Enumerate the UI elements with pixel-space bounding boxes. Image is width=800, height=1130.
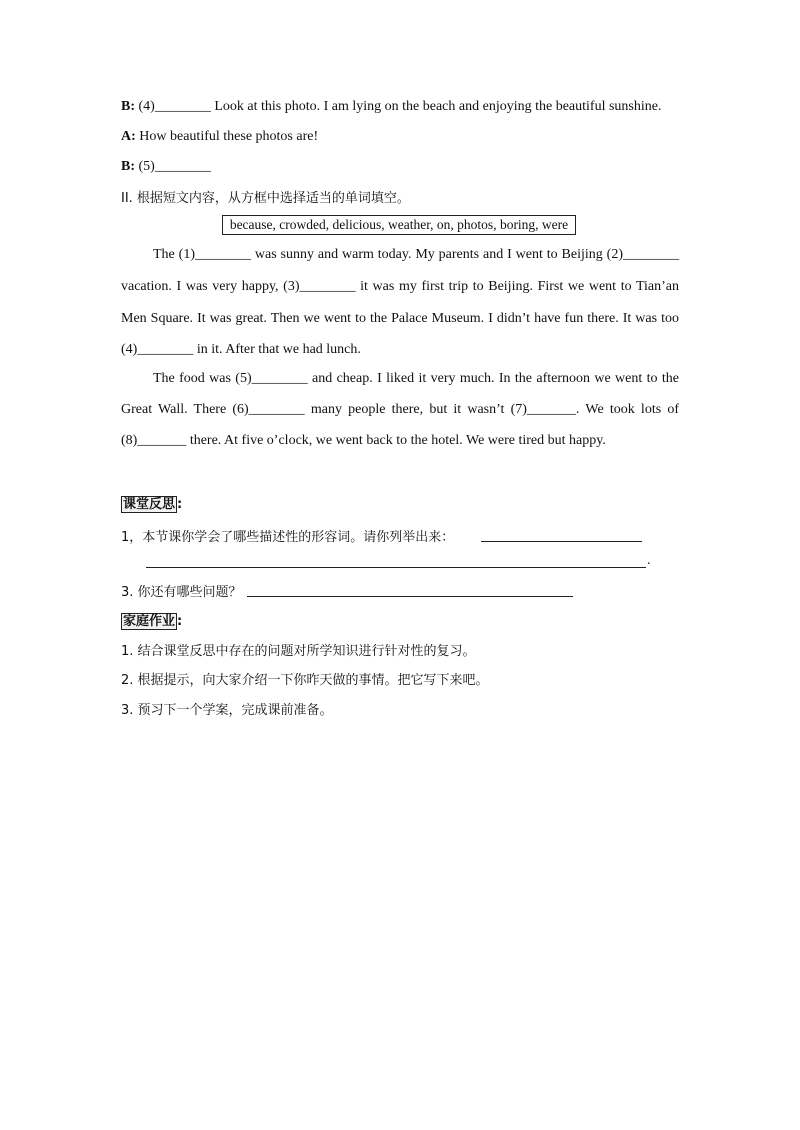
homework-heading-colon: :	[177, 614, 183, 629]
reflection-question-1: 1，本节课你学会了哪些描述性的形容词。请你列举出来：	[121, 530, 455, 545]
reflection-question-3: 3. 你还有哪些问题？	[121, 585, 242, 600]
speaker-label: B:	[121, 159, 135, 174]
passage-line-1: The (1)________ was sunny and warm today. My parents and I went to Beijing (2)________	[153, 247, 679, 262]
passage-line-7: (8)_______ there. At five o’clock, we went back to the hotel. We were tired but happy.	[121, 433, 606, 448]
homework-heading	[121, 610, 182, 629]
dialogue-line-a	[121, 129, 318, 145]
answer-blank-1b[interactable]	[146, 567, 646, 568]
dialogue-line-b5	[121, 159, 211, 175]
homework-item-1: 1. 结合课堂反思中存在的问题对所学知识进行针对性的复习。	[121, 644, 476, 659]
homework-item-2: 2. 根据提示，向大家介绍一下你昨天做的事情。把它写下来吧。	[121, 673, 489, 688]
word-bank-box: because, crowded, delicious, weather, on, photos, boring, were	[222, 215, 576, 235]
reflection-heading-label: 课堂反思	[123, 497, 176, 512]
passage-line-6: Great Wall. There (6)________ many people there, but it wasn’t (7)_______. We took lots of	[121, 402, 679, 417]
speaker-label: B:	[121, 99, 135, 114]
dialogue-line-b4	[121, 99, 661, 115]
passage-line-4: (4)________ in it. After that we had lunch.	[121, 342, 361, 357]
passage-line-5: The food was (5)________ and cheap. I liked it very much. In the afternoon we went to the	[153, 371, 679, 386]
homework-item-3: 3. 预习下一个学案，完成课前准备。	[121, 703, 333, 718]
answer-blank-1-end: .	[647, 553, 651, 568]
passage-line-2: vacation. I was very happy, (3)________ it was my first trip to Beijing. First we went to Tian’an	[121, 279, 679, 294]
dialogue-text: (5)________	[135, 159, 211, 174]
section-2-heading: II. 根据短文内容，从方框中选择适当的单词填空。	[121, 191, 410, 206]
answer-blank-1a[interactable]	[481, 541, 642, 542]
dialogue-text: (4)________ Look at this photo. I am lying on the beach and enjoying the beautiful sunshine.	[135, 99, 662, 114]
reflection-heading	[121, 493, 182, 512]
passage-line-3: Men Square. It was great. Then we went to the Palace Museum. I didn’t have fun there. It was too	[121, 311, 679, 326]
reflection-heading-colon: :	[177, 497, 183, 512]
answer-blank-3[interactable]	[247, 596, 573, 597]
speaker-label: A:	[121, 129, 136, 144]
homework-heading-label: 家庭作业	[123, 614, 176, 629]
dialogue-text: How beautiful these photos are!	[135, 129, 319, 144]
